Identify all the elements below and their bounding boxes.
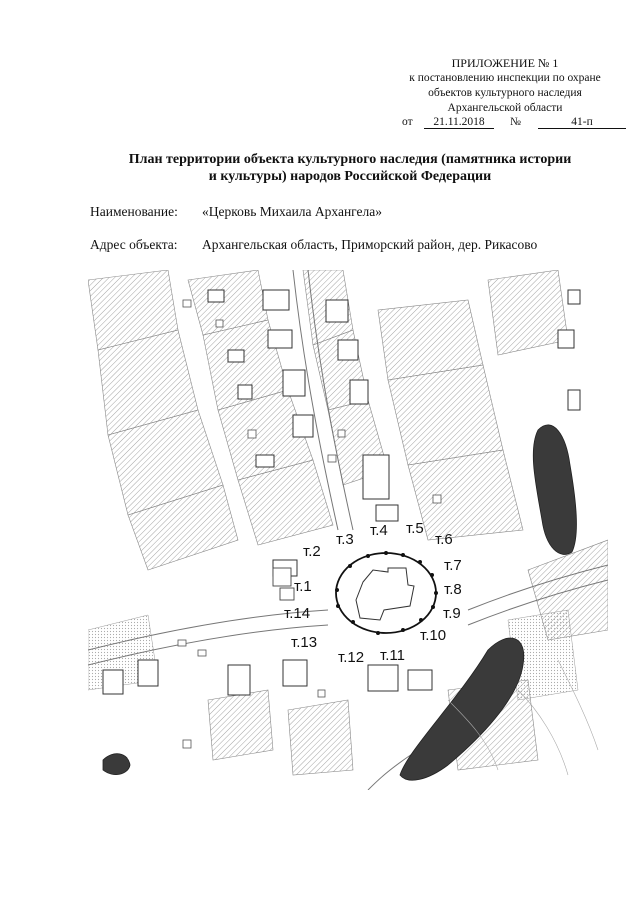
point-label-10: т.10 xyxy=(420,627,447,644)
resolution-number: 41-п xyxy=(538,116,626,129)
vertex-3 xyxy=(366,554,370,558)
point-label-12: т.12 xyxy=(338,649,365,666)
vertex-4 xyxy=(384,551,388,555)
plan-title xyxy=(80,151,620,185)
appendix-line-3: Архангельской области xyxy=(447,102,563,114)
vertex-6 xyxy=(418,560,422,564)
point-label-4: т.4 xyxy=(370,522,388,539)
point-label-5: т.5 xyxy=(406,520,424,537)
point-label-13: т.13 xyxy=(291,634,318,651)
resolution-reference xyxy=(398,116,628,132)
plan-title-line-1: План территории объекта культурного наследия (памятника истории xyxy=(128,152,572,167)
appendix-block xyxy=(380,56,630,116)
point-label-2: т.2 xyxy=(303,543,321,560)
appendix-title: ПРИЛОЖЕНИЕ № 1 xyxy=(451,56,559,70)
point-label-9: т.9 xyxy=(443,605,461,622)
map-svg xyxy=(88,270,608,790)
vertex-2 xyxy=(348,564,352,568)
vertex-11 xyxy=(401,628,405,632)
object-name-label: Наименование: xyxy=(90,204,178,219)
vertex-9 xyxy=(431,605,435,609)
vertex-10 xyxy=(419,618,423,622)
point-label-7: т.7 xyxy=(444,557,462,574)
nearby-houses xyxy=(273,568,294,600)
appendix-line-2: объектов культурного наследия xyxy=(428,87,582,99)
vertex-13 xyxy=(351,620,355,624)
church-building xyxy=(356,568,414,620)
point-label-6: т.6 xyxy=(435,531,453,548)
territory-map xyxy=(88,270,608,790)
object-address-row xyxy=(90,237,537,253)
vertex-12 xyxy=(376,631,380,635)
object-name-row xyxy=(90,204,382,220)
from-label: от xyxy=(402,116,413,128)
point-label-3: т.3 xyxy=(336,531,354,548)
point-label-11: т.11 xyxy=(380,647,405,664)
object-address-value: Архангельская область, Приморский район, дер. Рикасово xyxy=(202,237,538,252)
object-name-value: «Церковь Михаила Архангела» xyxy=(202,204,383,219)
resolution-date: 21.11.2018 xyxy=(424,116,494,129)
vertex-1 xyxy=(335,588,339,592)
point-label-14: т.14 xyxy=(284,605,311,622)
vertex-14 xyxy=(336,604,340,608)
vertex-5 xyxy=(401,553,405,557)
plan-title-line-2: и культуры) народов Российской Федерации xyxy=(208,169,492,184)
point-label-8: т.8 xyxy=(444,581,462,598)
point-label-1: т.1 xyxy=(294,578,312,595)
vertex-7 xyxy=(430,573,434,577)
number-label: № xyxy=(510,116,521,128)
appendix-line-1: к постановлению инспекции по охране xyxy=(409,72,601,84)
object-address-label: Адрес объекта: xyxy=(90,237,178,252)
vertex-8 xyxy=(434,591,438,595)
